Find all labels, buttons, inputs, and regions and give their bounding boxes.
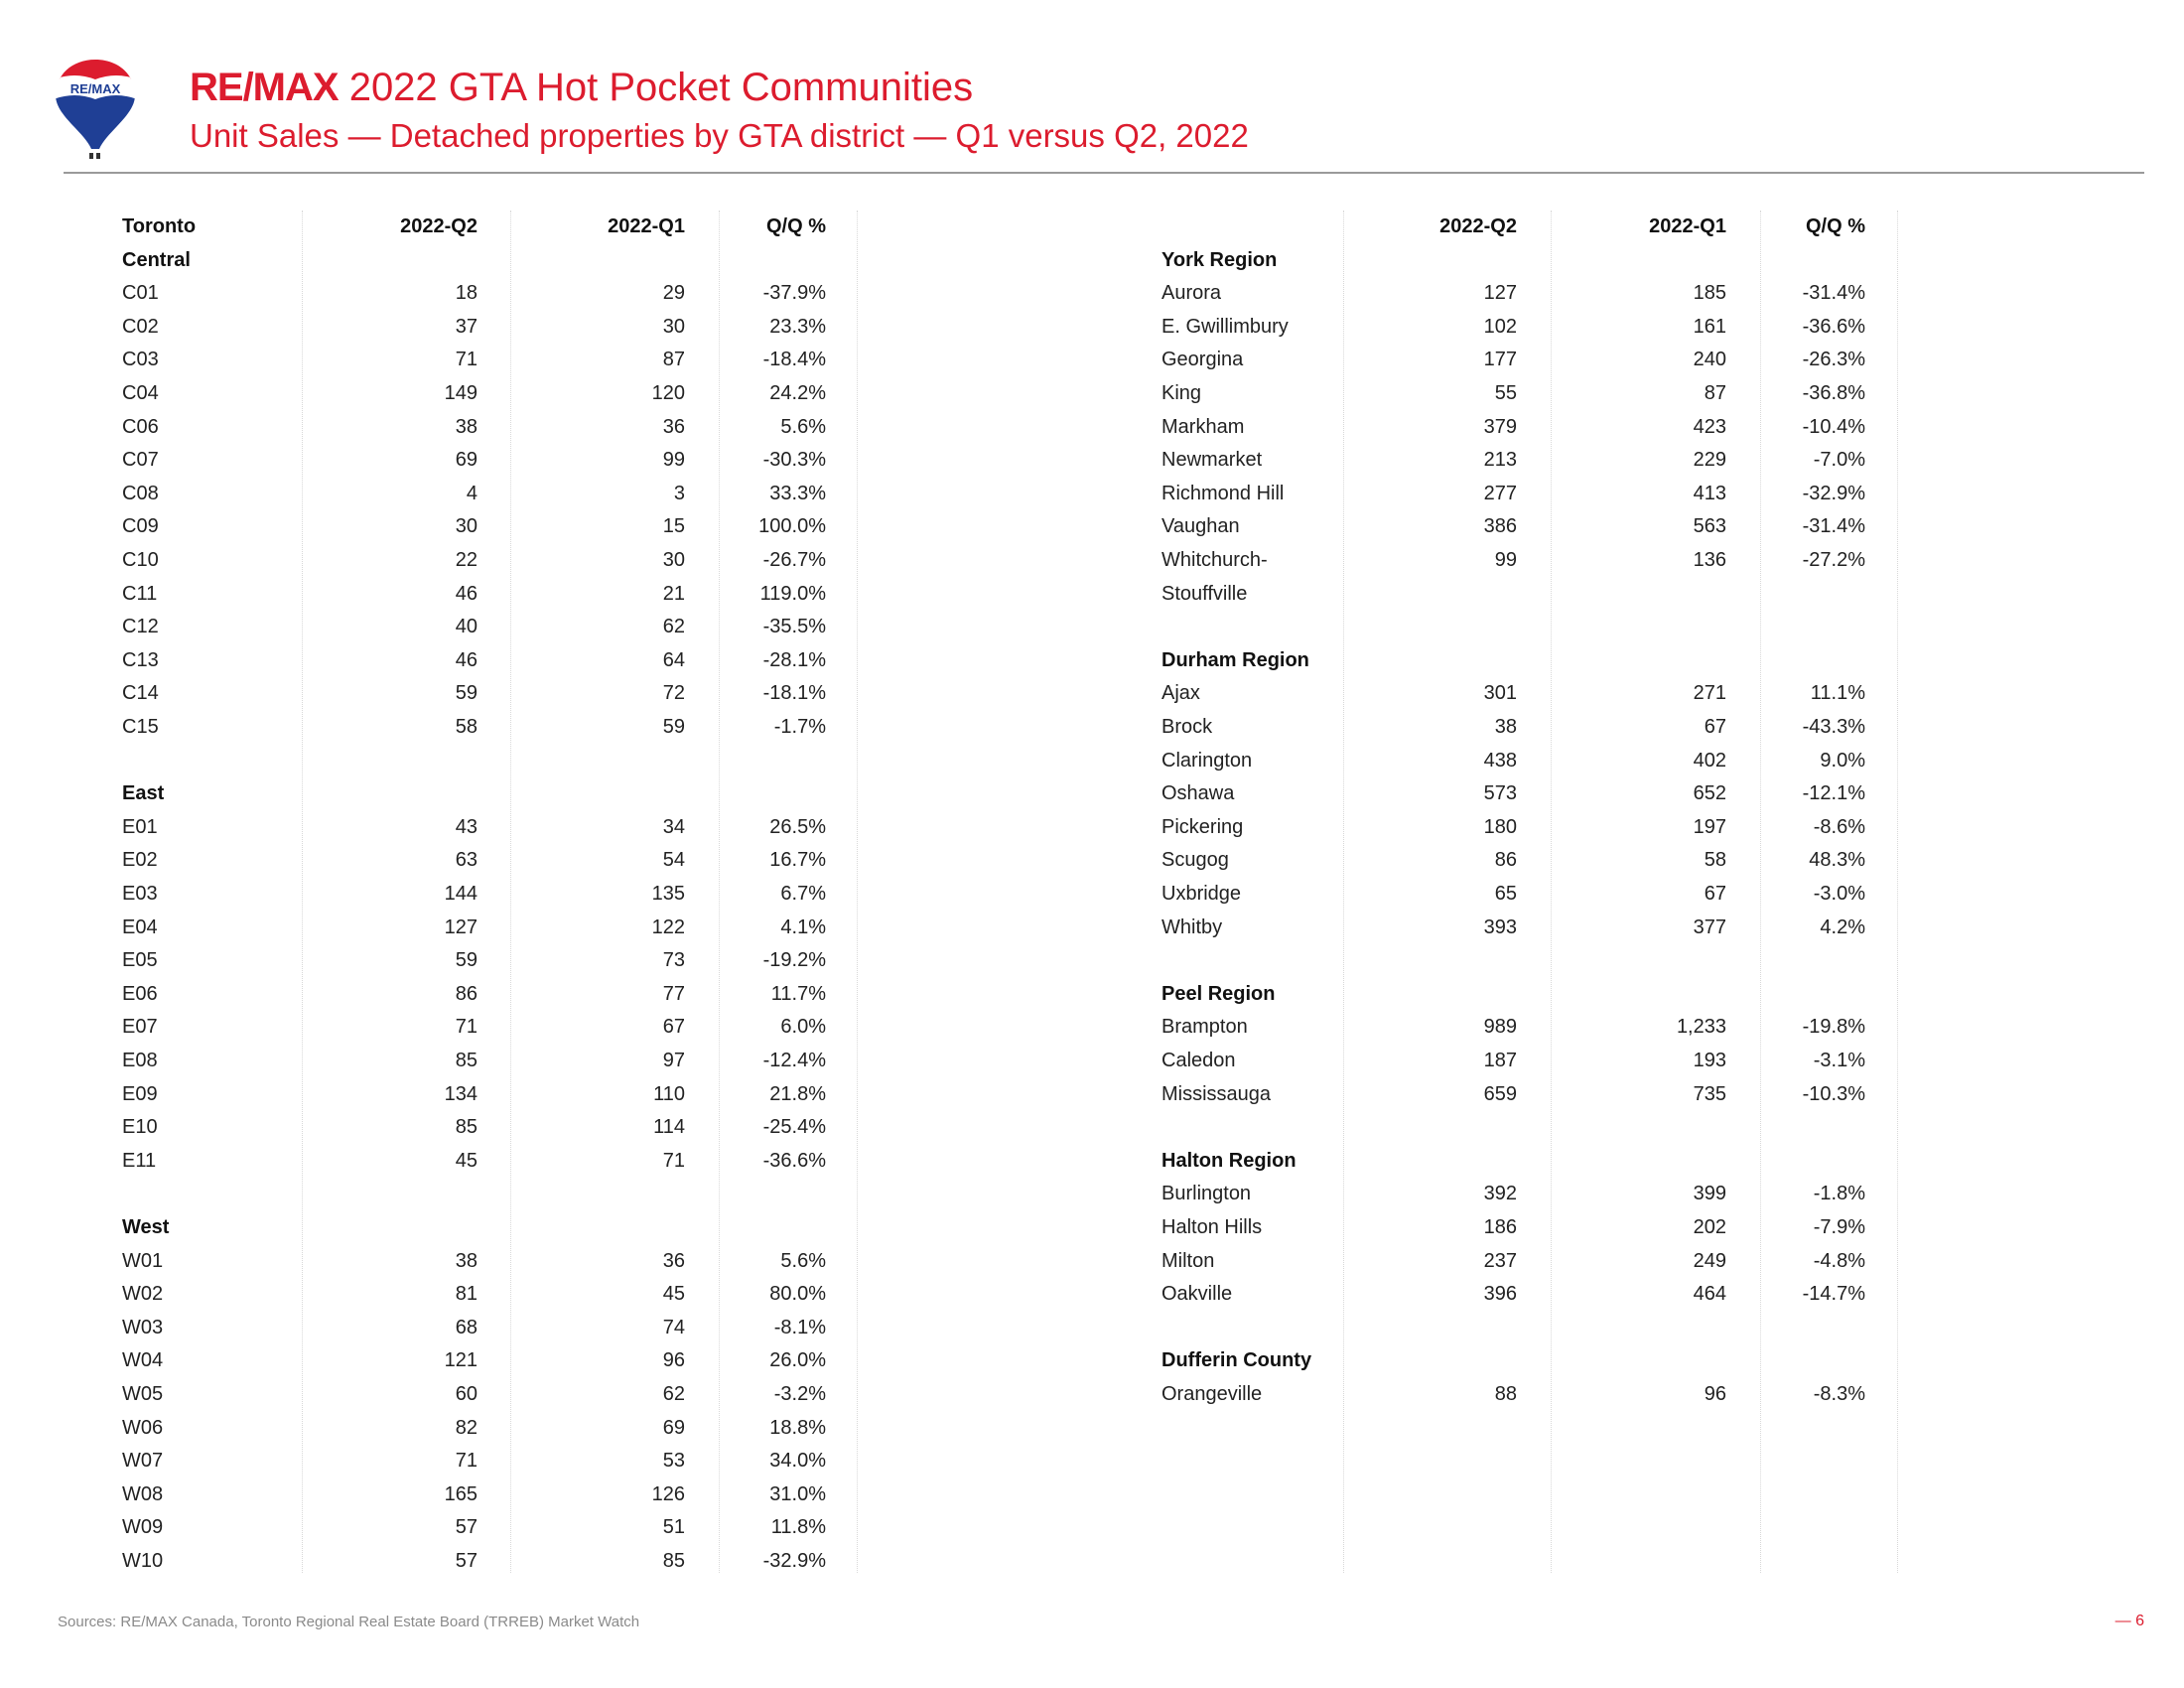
value-2022-q2: 213 xyxy=(1483,449,1517,472)
value-2022-q2: 38 xyxy=(455,1249,478,1272)
value-2022-q2: 99 xyxy=(1494,549,1517,571)
row-name: Oakville xyxy=(1161,1283,1233,1306)
row-name: W08 xyxy=(122,1482,164,1505)
row-name: Pickering xyxy=(1161,815,1244,838)
row-name: C06 xyxy=(122,415,159,438)
row-name: C13 xyxy=(122,648,159,671)
value-qq-change: 31.0% xyxy=(769,1482,826,1505)
value-2022-q2: 573 xyxy=(1483,782,1517,805)
row-name: C03 xyxy=(122,349,159,371)
row-name: Milton xyxy=(1161,1249,1215,1272)
value-2022-q1: 67 xyxy=(1704,716,1726,738)
value-qq-change: -1.8% xyxy=(1813,1183,1865,1205)
row-name: Burlington xyxy=(1161,1183,1252,1205)
value-2022-q2: 22 xyxy=(455,549,478,571)
value-2022-q2: 45 xyxy=(455,1149,478,1172)
row-name: King xyxy=(1161,382,1202,404)
value-2022-q2: 989 xyxy=(1483,1016,1517,1039)
row-name: E03 xyxy=(122,883,158,905)
value-2022-q1: 122 xyxy=(651,915,685,938)
value-2022-q1: 59 xyxy=(662,716,685,738)
value-qq-change: -36.6% xyxy=(762,1149,826,1172)
value-2022-q2: 392 xyxy=(1483,1183,1517,1205)
value-2022-q1: 30 xyxy=(662,549,685,571)
value-qq-change: -19.8% xyxy=(1802,1016,1865,1039)
value-2022-q2: 38 xyxy=(1494,716,1517,738)
value-qq-change: 5.6% xyxy=(780,1249,826,1272)
value-2022-q2: 43 xyxy=(455,815,478,838)
value-qq-change: -12.1% xyxy=(1802,782,1865,805)
section-heading: Durham Region xyxy=(1161,648,1309,671)
value-qq-change: 11.1% xyxy=(1810,682,1865,705)
value-qq-change: -12.4% xyxy=(762,1050,826,1071)
header-qq: Q/Q % xyxy=(765,215,826,237)
row-name: E09 xyxy=(122,1082,158,1105)
value-qq-change: 33.3% xyxy=(769,482,826,504)
value-2022-q1: 29 xyxy=(662,282,685,305)
value-qq-change: -1.7% xyxy=(773,716,826,738)
value-2022-q1: 30 xyxy=(662,315,685,338)
value-qq-change: -10.3% xyxy=(1802,1082,1865,1105)
row-name: E10 xyxy=(122,1116,158,1139)
value-2022-q2: 71 xyxy=(455,1016,478,1039)
value-2022-q1: 1,233 xyxy=(1676,1016,1726,1039)
value-2022-q2: 30 xyxy=(455,515,478,538)
value-2022-q1: 71 xyxy=(662,1149,685,1172)
row-name: W01 xyxy=(122,1249,164,1272)
value-2022-q1: 99 xyxy=(662,449,685,472)
value-qq-change: -3.0% xyxy=(1813,883,1865,905)
row-name: W02 xyxy=(122,1283,164,1306)
brand-wordmark: RE/MAX xyxy=(190,66,339,109)
value-qq-change: 23.3% xyxy=(769,315,826,338)
section-heading: West xyxy=(122,1216,170,1238)
section-heading: York Region xyxy=(1161,248,1278,271)
value-qq-change: -36.6% xyxy=(1802,315,1865,338)
value-2022-q2: 69 xyxy=(455,449,478,472)
column-divider xyxy=(1343,211,1344,1573)
value-2022-q1: 197 xyxy=(1693,815,1726,838)
row-name: C07 xyxy=(122,449,159,472)
page-title xyxy=(190,66,973,110)
value-2022-q2: 186 xyxy=(1483,1216,1517,1238)
value-2022-q2: 65 xyxy=(1494,883,1517,905)
row-name: Halton Hills xyxy=(1161,1216,1263,1238)
value-2022-q1: 126 xyxy=(651,1482,685,1505)
row-name: E. Gwillimbury xyxy=(1161,315,1289,338)
value-2022-q1: 21 xyxy=(662,582,685,605)
row-name: Georgina xyxy=(1161,349,1244,371)
row-name: Oshawa xyxy=(1161,782,1235,805)
value-qq-change: -43.3% xyxy=(1802,716,1865,738)
value-2022-q1: 85 xyxy=(662,1550,685,1572)
value-2022-q2: 127 xyxy=(1483,282,1517,305)
value-2022-q1: 96 xyxy=(1704,1383,1726,1405)
value-2022-q1: 652 xyxy=(1693,782,1726,805)
value-qq-change: -8.3% xyxy=(1813,1383,1865,1405)
value-2022-q2: 134 xyxy=(444,1082,478,1105)
value-2022-q1: 62 xyxy=(662,1383,685,1405)
value-2022-q1: 120 xyxy=(651,382,685,404)
value-qq-change: -4.8% xyxy=(1813,1249,1865,1272)
row-name: Richmond Hill xyxy=(1161,482,1285,504)
value-2022-q1: 54 xyxy=(662,849,685,872)
row-name: Ajax xyxy=(1161,682,1200,705)
row-name: Whitby xyxy=(1161,915,1223,938)
value-2022-q1: 67 xyxy=(1704,883,1726,905)
value-2022-q2: 58 xyxy=(455,716,478,738)
row-name: Mississauga xyxy=(1161,1082,1272,1105)
column-divider xyxy=(1897,211,1898,1573)
value-2022-q1: 87 xyxy=(1704,382,1726,404)
row-name: W03 xyxy=(122,1316,164,1338)
value-2022-q1: 15 xyxy=(662,515,685,538)
value-qq-change: -8.1% xyxy=(773,1316,826,1338)
value-2022-q1: 423 xyxy=(1693,415,1726,438)
value-2022-q2: 86 xyxy=(455,982,478,1005)
column-divider xyxy=(510,211,511,1573)
row-name: Brampton xyxy=(1161,1016,1248,1039)
value-2022-q1: 202 xyxy=(1693,1216,1726,1238)
value-2022-q1: 402 xyxy=(1693,749,1726,772)
value-2022-q2: 144 xyxy=(444,883,478,905)
value-qq-change: -28.1% xyxy=(762,648,826,671)
value-2022-q1: 229 xyxy=(1693,449,1726,472)
value-qq-change: -7.9% xyxy=(1813,1216,1865,1238)
value-qq-change: 21.8% xyxy=(769,1082,826,1105)
value-2022-q2: 57 xyxy=(455,1550,478,1572)
value-2022-q1: 36 xyxy=(662,415,685,438)
value-qq-change: -36.8% xyxy=(1802,382,1865,404)
row-name: E02 xyxy=(122,849,158,872)
value-2022-q1: 413 xyxy=(1693,482,1726,504)
value-qq-change: 5.6% xyxy=(780,415,826,438)
value-qq-change: -14.7% xyxy=(1802,1283,1865,1306)
value-2022-q1: 74 xyxy=(662,1316,685,1338)
section-heading: East xyxy=(122,782,165,805)
value-2022-q2: 86 xyxy=(1494,849,1517,872)
row-name: E11 xyxy=(122,1149,157,1172)
row-name: E05 xyxy=(122,949,158,972)
remax-balloon-logo xyxy=(54,58,137,161)
value-2022-q2: 386 xyxy=(1483,515,1517,538)
value-2022-q2: 60 xyxy=(455,1383,478,1405)
section-heading: Peel Region xyxy=(1161,982,1276,1005)
value-2022-q2: 379 xyxy=(1483,415,1517,438)
value-2022-q2: 63 xyxy=(455,849,478,872)
header-qq: Q/Q % xyxy=(1805,215,1865,237)
row-name: C14 xyxy=(122,682,159,705)
value-2022-q1: 96 xyxy=(662,1349,685,1372)
value-qq-change: 100.0% xyxy=(758,515,826,538)
value-2022-q1: 249 xyxy=(1693,1249,1726,1272)
value-2022-q2: 396 xyxy=(1483,1283,1517,1306)
row-name: W07 xyxy=(122,1450,164,1473)
value-2022-q2: 38 xyxy=(455,415,478,438)
page-subtitle: Unit Sales — Detached properties by GTA district — Q1 versus Q2, 2022 xyxy=(190,117,1249,154)
section-heading: Halton Region xyxy=(1161,1149,1297,1172)
value-2022-q1: 563 xyxy=(1693,515,1726,538)
page-number: — 6 xyxy=(2115,1613,2144,1629)
value-2022-q1: 72 xyxy=(662,682,685,705)
value-qq-change: -7.0% xyxy=(1813,449,1865,472)
row-name: E07 xyxy=(122,1016,158,1039)
value-2022-q1: 97 xyxy=(662,1050,685,1071)
row-name: Uxbridge xyxy=(1161,883,1242,905)
column-divider xyxy=(857,211,858,1573)
value-2022-q2: 59 xyxy=(455,682,478,705)
value-2022-q1: 193 xyxy=(1693,1050,1726,1071)
row-name: Caledon xyxy=(1161,1050,1236,1071)
value-2022-q2: 393 xyxy=(1483,915,1517,938)
value-2022-q2: 46 xyxy=(455,648,478,671)
row-name: Scugog xyxy=(1161,849,1229,872)
value-2022-q1: 110 xyxy=(653,1082,685,1105)
value-2022-q2: 55 xyxy=(1494,382,1517,404)
row-name: C02 xyxy=(122,315,159,338)
row-name: C01 xyxy=(122,282,159,305)
value-qq-change: 4.2% xyxy=(1820,915,1865,938)
value-2022-q2: 57 xyxy=(455,1516,478,1539)
value-qq-change: -26.7% xyxy=(762,549,826,571)
column-divider xyxy=(302,211,303,1573)
row-name: Brock xyxy=(1161,716,1213,738)
value-2022-q1: 64 xyxy=(662,648,685,671)
value-qq-change: -32.9% xyxy=(1802,482,1865,504)
value-qq-change: 9.0% xyxy=(1820,749,1865,772)
value-qq-change: 26.5% xyxy=(769,815,826,838)
value-2022-q1: 399 xyxy=(1693,1183,1726,1205)
value-qq-change: 6.7% xyxy=(780,883,826,905)
value-qq-change: 26.0% xyxy=(769,1349,826,1372)
value-2022-q2: 187 xyxy=(1483,1050,1517,1071)
row-name: C12 xyxy=(122,616,159,638)
header-q2: 2022-Q2 xyxy=(1439,215,1517,237)
value-2022-q1: 51 xyxy=(662,1516,685,1539)
row-name: E06 xyxy=(122,982,158,1005)
value-qq-change: -25.4% xyxy=(762,1116,826,1139)
value-2022-q2: 277 xyxy=(1483,482,1517,504)
row-name: Aurora xyxy=(1161,282,1222,305)
value-qq-change: -32.9% xyxy=(762,1550,826,1572)
header-q1: 2022-Q1 xyxy=(1649,215,1726,237)
value-qq-change: 24.2% xyxy=(769,382,826,404)
value-2022-q2: 18 xyxy=(455,282,478,305)
header-q1: 2022-Q1 xyxy=(608,215,685,237)
value-2022-q1: 36 xyxy=(662,1249,685,1272)
row-name: W09 xyxy=(122,1516,164,1539)
row-name: C11 xyxy=(122,582,158,605)
value-2022-q2: 127 xyxy=(444,915,478,938)
row-name: Clarington xyxy=(1161,749,1253,772)
value-2022-q1: 34 xyxy=(662,815,685,838)
value-qq-change: -27.2% xyxy=(1802,549,1865,571)
header-divider xyxy=(64,172,2144,174)
row-name: W10 xyxy=(122,1550,164,1572)
value-2022-q1: 77 xyxy=(662,982,685,1005)
row-name: C09 xyxy=(122,515,159,538)
row-name: Newmarket xyxy=(1161,449,1263,472)
value-2022-q2: 59 xyxy=(455,949,478,972)
header-q2: 2022-Q2 xyxy=(400,215,478,237)
row-name: Whitchurch-Stouffville xyxy=(1161,549,1268,605)
value-2022-q2: 149 xyxy=(444,382,478,404)
value-qq-change: -18.1% xyxy=(762,682,826,705)
row-name: C10 xyxy=(122,549,159,571)
value-2022-q1: 69 xyxy=(662,1416,685,1439)
value-2022-q1: 62 xyxy=(662,616,685,638)
value-2022-q2: 165 xyxy=(444,1482,478,1505)
row-name: E01 xyxy=(122,815,158,838)
value-qq-change: -31.4% xyxy=(1802,515,1865,538)
value-qq-change: -26.3% xyxy=(1802,349,1865,371)
header-region: Toronto xyxy=(122,215,197,237)
row-name: E08 xyxy=(122,1050,158,1071)
value-2022-q1: 464 xyxy=(1693,1283,1726,1306)
value-2022-q2: 237 xyxy=(1483,1249,1517,1272)
row-name: W04 xyxy=(122,1349,164,1372)
value-2022-q1: 58 xyxy=(1704,849,1726,872)
value-qq-change: -19.2% xyxy=(762,949,826,972)
value-qq-change: 18.8% xyxy=(769,1416,826,1439)
section-heading: Dufferin County xyxy=(1161,1349,1312,1372)
value-2022-q2: 71 xyxy=(455,349,478,371)
value-2022-q1: 240 xyxy=(1693,349,1726,371)
value-2022-q1: 185 xyxy=(1693,282,1726,305)
value-qq-change: 48.3% xyxy=(1809,849,1865,872)
value-2022-q2: 4 xyxy=(466,482,478,504)
row-name: Vaughan xyxy=(1161,515,1240,538)
value-2022-q2: 82 xyxy=(455,1416,478,1439)
value-qq-change: -18.4% xyxy=(762,349,826,371)
value-2022-q1: 53 xyxy=(662,1450,685,1473)
value-2022-q2: 46 xyxy=(455,582,478,605)
value-2022-q1: 87 xyxy=(662,349,685,371)
column-divider xyxy=(1551,211,1552,1573)
value-2022-q1: 271 xyxy=(1693,682,1726,705)
row-name: Orangeville xyxy=(1161,1383,1263,1405)
value-qq-change: 80.0% xyxy=(769,1283,826,1306)
value-2022-q1: 136 xyxy=(1693,549,1726,571)
value-2022-q2: 438 xyxy=(1483,749,1517,772)
value-qq-change: 6.0% xyxy=(780,1016,826,1039)
row-name: C04 xyxy=(122,382,159,404)
value-2022-q2: 301 xyxy=(1483,682,1517,705)
value-2022-q2: 180 xyxy=(1483,815,1517,838)
value-2022-q2: 88 xyxy=(1494,1383,1517,1405)
row-name: C08 xyxy=(122,482,159,504)
value-2022-q2: 40 xyxy=(455,616,478,638)
value-2022-q2: 121 xyxy=(444,1349,478,1372)
value-qq-change: -8.6% xyxy=(1813,815,1865,838)
value-2022-q2: 177 xyxy=(1483,349,1517,371)
value-2022-q2: 71 xyxy=(455,1450,478,1473)
row-name: C15 xyxy=(122,716,159,738)
value-qq-change: 11.7% xyxy=(770,982,826,1005)
value-2022-q1: 377 xyxy=(1693,915,1726,938)
value-2022-q1: 67 xyxy=(662,1016,685,1039)
value-qq-change: -10.4% xyxy=(1802,415,1865,438)
row-name: Markham xyxy=(1161,415,1245,438)
value-2022-q1: 735 xyxy=(1693,1082,1726,1105)
value-2022-q2: 659 xyxy=(1483,1082,1517,1105)
value-qq-change: -30.3% xyxy=(762,449,826,472)
value-qq-change: 4.1% xyxy=(780,915,826,938)
value-2022-q1: 114 xyxy=(653,1116,685,1139)
value-2022-q1: 135 xyxy=(651,883,685,905)
row-name: W06 xyxy=(122,1416,164,1439)
source-note: Sources: RE/MAX Canada, Toronto Regional Real Estate Board (TRREB) Market Watch xyxy=(58,1614,640,1630)
value-qq-change: 34.0% xyxy=(769,1450,826,1473)
value-2022-q1: 45 xyxy=(662,1283,685,1306)
svg-text:RE/MAX: RE/MAX xyxy=(69,81,121,96)
value-qq-change: 16.7% xyxy=(769,849,826,872)
row-name: E04 xyxy=(122,915,158,938)
value-2022-q2: 102 xyxy=(1483,315,1517,338)
value-qq-change: -37.9% xyxy=(762,282,826,305)
value-2022-q2: 37 xyxy=(455,315,478,338)
value-2022-q2: 68 xyxy=(455,1316,478,1338)
value-qq-change: 11.8% xyxy=(770,1516,826,1539)
value-2022-q1: 161 xyxy=(1693,315,1726,338)
value-qq-change: -31.4% xyxy=(1802,282,1865,305)
title-text: 2022 GTA Hot Pocket Communities xyxy=(338,66,974,109)
value-qq-change: -3.1% xyxy=(1813,1050,1865,1071)
row-name: W05 xyxy=(122,1383,164,1405)
value-2022-q1: 3 xyxy=(673,482,685,504)
value-2022-q2: 85 xyxy=(455,1116,478,1139)
value-2022-q2: 85 xyxy=(455,1050,478,1071)
value-qq-change: -35.5% xyxy=(762,616,826,638)
value-2022-q2: 81 xyxy=(455,1283,478,1306)
section-heading: Central xyxy=(122,248,191,271)
value-2022-q1: 73 xyxy=(662,949,685,972)
value-qq-change: 119.0% xyxy=(759,582,826,605)
value-qq-change: -3.2% xyxy=(773,1383,826,1405)
